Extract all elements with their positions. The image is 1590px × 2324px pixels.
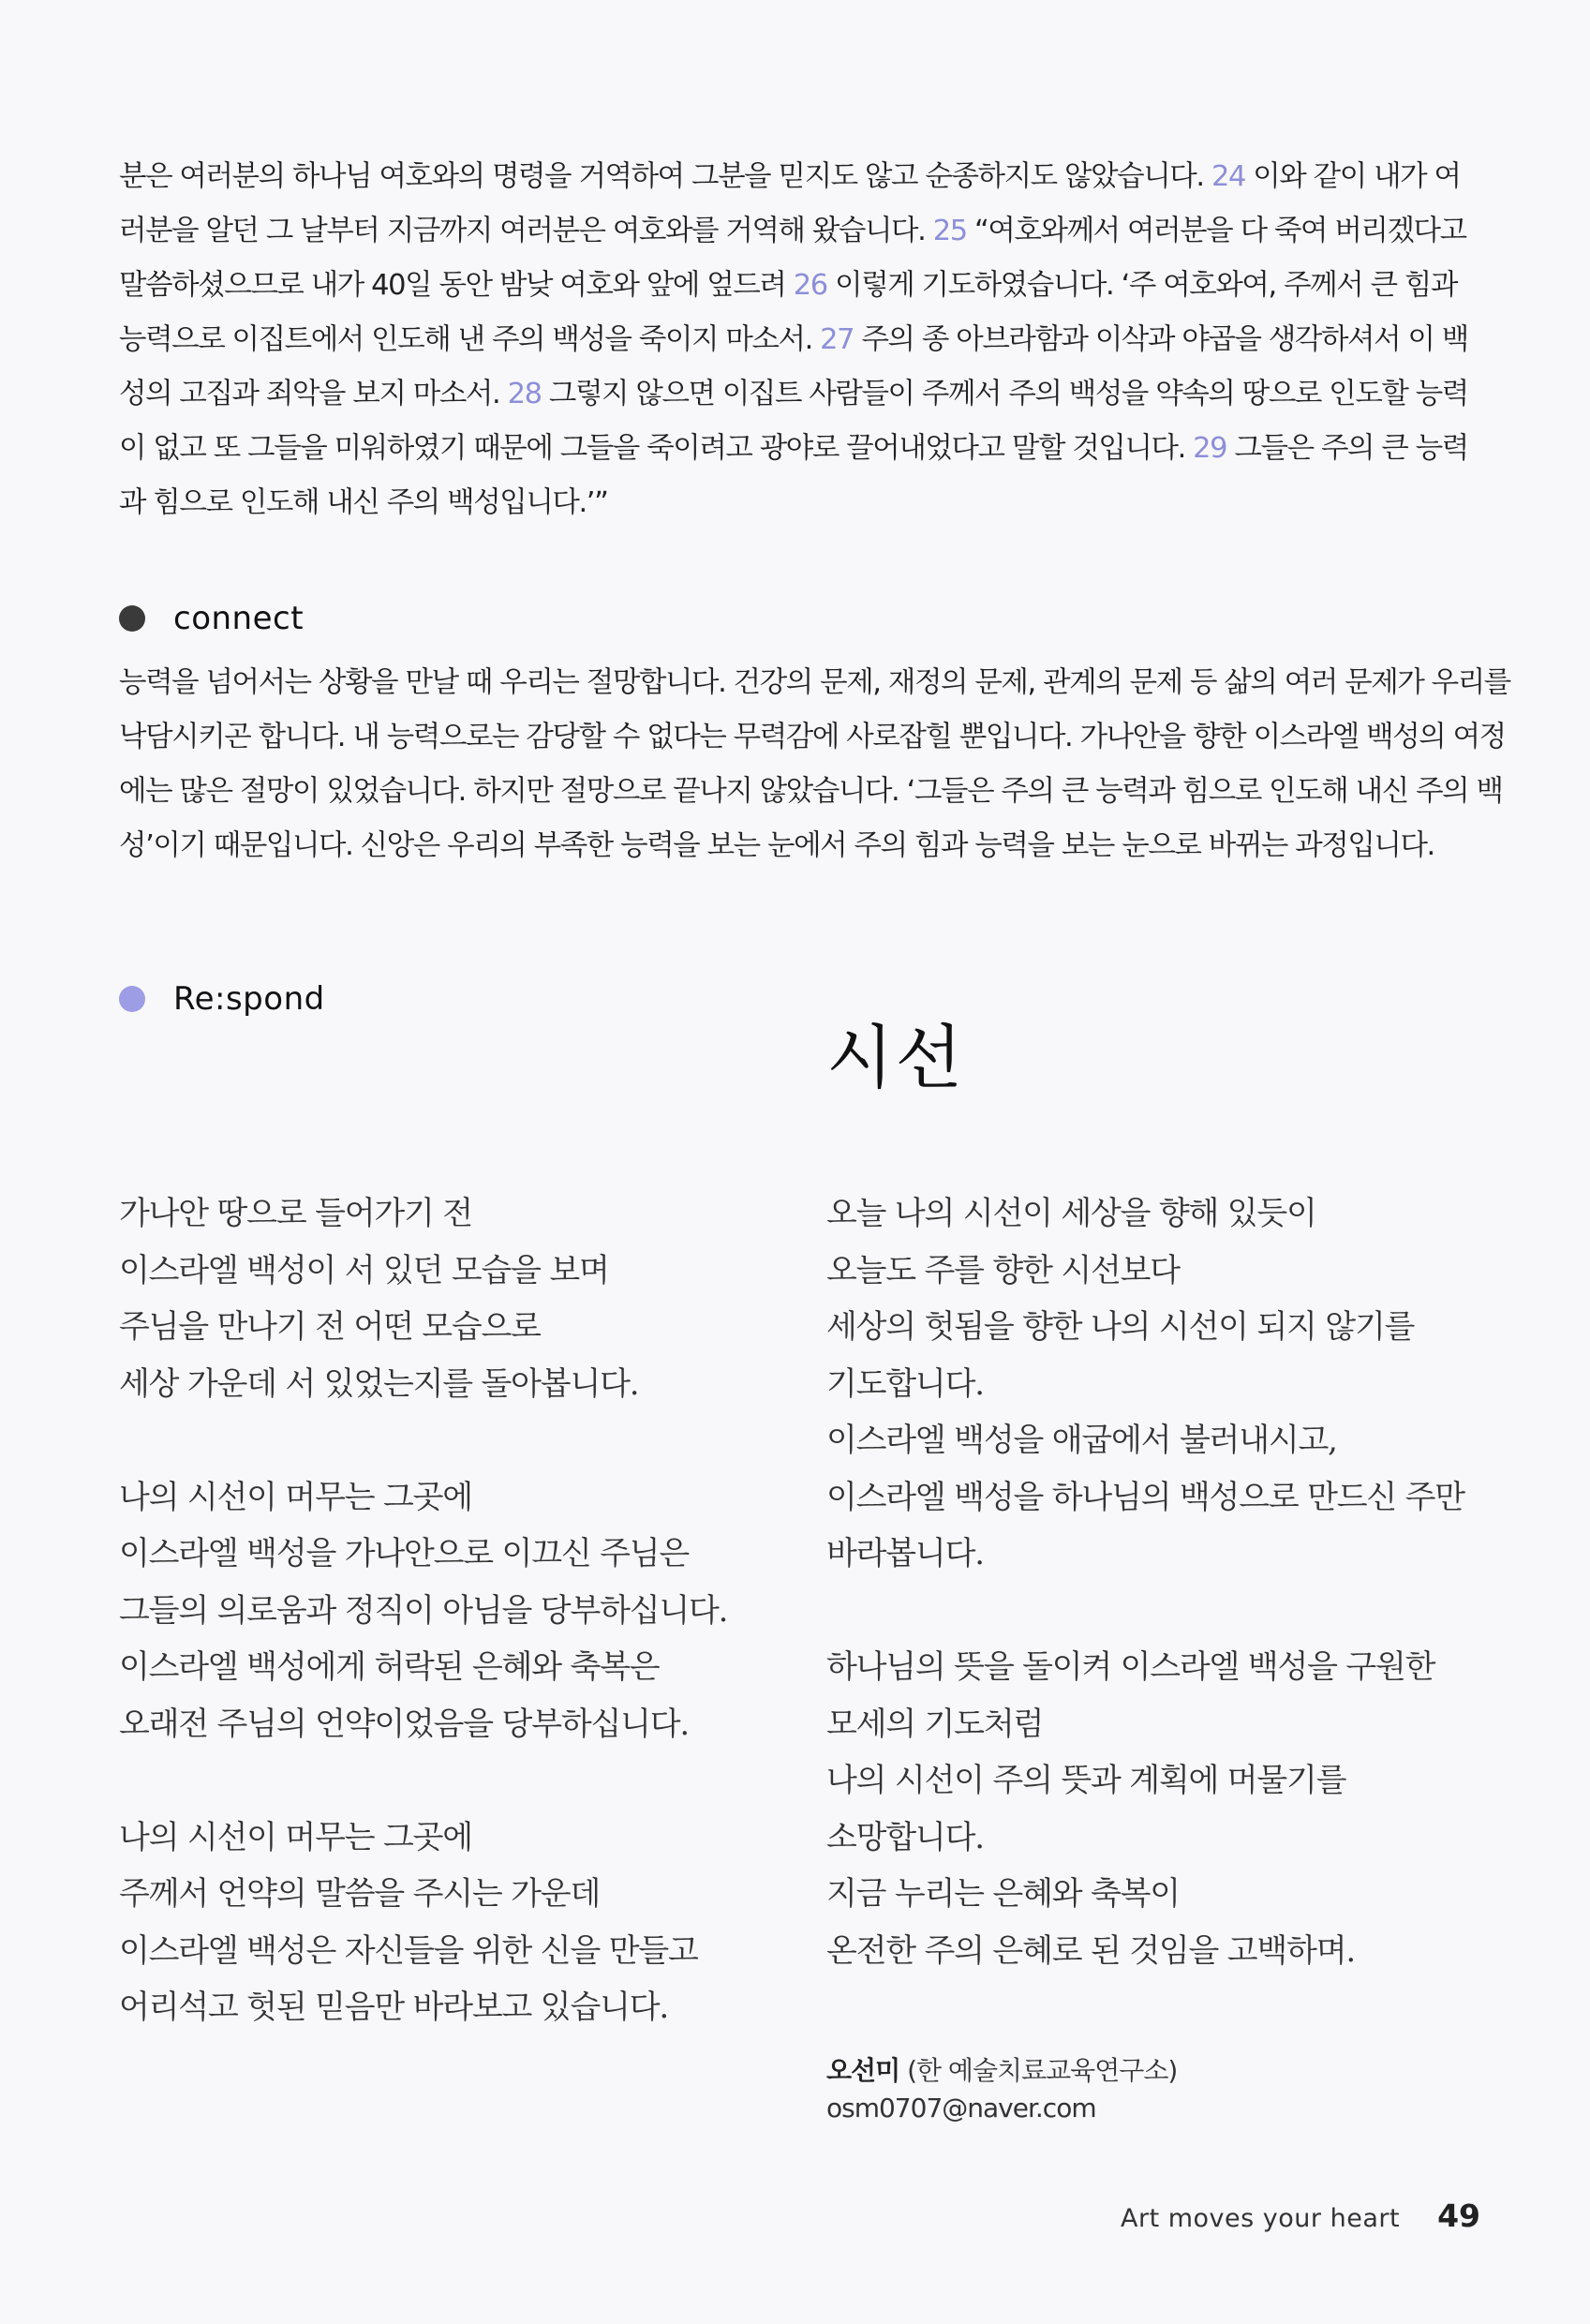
scripture-line — [119, 422, 1479, 476]
connect-heading-label: connect — [173, 600, 305, 637]
poem-title: 시선 — [826, 1018, 964, 1098]
poem-line: 오늘 나의 시선이 세상을 향해 있듯이 — [826, 1195, 1316, 1232]
poem-line: 이스라엘 백성을 가나안으로 이끄신 주님은 — [119, 1535, 690, 1572]
poem-line: 이스라엘 백성은 자신들을 위한 신을 만들고 — [119, 1931, 698, 1970]
connect-section-heading — [119, 600, 304, 637]
author-email: osm0707@naver.com — [826, 2093, 1096, 2123]
scripture-text: 러분을 알던 그 날부터 지금까지 여러분은 여호와를 거역해 왔습니다. — [119, 215, 933, 247]
poem-line: 가나안 땅으로 들어가기 전 — [119, 1195, 472, 1232]
author-line — [826, 2052, 1177, 2090]
scripture-text: 주의 종 아브라함과 이삭과 야곱을 생각하셔서 이 백 — [854, 323, 1468, 356]
poem-line: 온전한 주의 은혜로 된 것임을 고백하며. — [826, 1931, 1355, 1970]
stanza-break — [826, 1583, 1464, 1640]
author-affiliation: (한 예술치료교육연구소) — [907, 2055, 1178, 2086]
scripture-text: 성의 고집과 죄악을 보지 마소서. — [119, 378, 508, 410]
poem-line: 기도합니다. — [826, 1364, 984, 1403]
scripture-text: 이 없고 또 그들을 미워하였기 때문에 그들을 죽이려고 광야로 끌어내었다고 말할 것입니다. — [119, 432, 1194, 465]
scripture-line — [119, 259, 1479, 313]
scripture-text: 그들은 주의 큰 능력 — [1226, 432, 1468, 465]
respond-section-heading — [119, 980, 325, 1018]
poem-line: 세상 가운데 서 있었는지를 돌아봅니다. — [119, 1364, 639, 1403]
poem-line: 모세의 기도처럼 — [826, 1705, 1044, 1743]
scripture-text: “여호와께서 여러분을 다 죽여 버리겠다고 — [966, 215, 1466, 247]
connect-bullet-icon — [119, 605, 145, 632]
author-name: 오선미 — [826, 2055, 900, 2086]
verse-number: 28 — [507, 378, 542, 410]
poem-left-column — [119, 1185, 727, 2036]
poem-line: 소망합니다. — [826, 1818, 984, 1856]
scripture-text: 분은 여러분의 하나님 여호와의 명령을 거역하여 그분을 믿지도 않고 순종하지도 않았습니다. — [119, 160, 1211, 193]
respond-bullet-icon — [119, 986, 145, 1012]
stanza-break — [119, 1412, 727, 1469]
stanza-break — [119, 1752, 727, 1810]
poem-line: 오늘도 주를 향한 시선보다 — [826, 1251, 1180, 1289]
poem-line: 이스라엘 백성에게 허락된 은혜와 축복은 — [119, 1648, 660, 1686]
page-number: 49 — [1437, 2197, 1480, 2234]
scripture-text: 말씀하셨으므로 내가 40일 동안 밤낮 여호와 앞에 엎드려 — [119, 269, 794, 302]
scripture-line — [119, 150, 1479, 204]
connect-body — [119, 656, 1510, 873]
connect-line: 에는 많은 절망이 있었습니다. 하지만 절망으로 끝나지 않았습니다. ‘그들은 주의 큰 능력과 힘으로 인도해 내신 주의 백 — [119, 775, 1503, 808]
scripture-line — [119, 367, 1479, 422]
poem-line: 그들의 의로움과 정직이 아님을 당부하십니다. — [119, 1591, 728, 1630]
scripture-line — [119, 313, 1479, 367]
scripture-text: 이와 같이 내가 여 — [1244, 160, 1461, 193]
poem-line: 지금 누리는 은혜와 축복이 — [826, 1875, 1180, 1913]
scripture-line — [119, 476, 1479, 530]
footer-tagline: Art moves your heart — [1121, 2204, 1401, 2233]
poem-line: 어리석고 헛된 믿음만 바라보고 있습니다. — [119, 1989, 668, 2026]
page-footer — [1121, 2197, 1480, 2234]
poem-line: 바라봅니다. — [826, 1535, 984, 1572]
poem-line: 오래전 주님의 언약이었음을 당부하십니다. — [119, 1705, 690, 1743]
verse-number: 27 — [820, 323, 854, 356]
connect-line: 능력을 넘어서는 상황을 만날 때 우리는 절망합니다. 건강의 문제, 재정의 문제, 관계의 문제 등 삶의 여러 문제가 우리를 — [119, 666, 1510, 699]
scripture-text: 그렇지 않으면 이집트 사람들이 주께서 주의 백성을 약속의 땅으로 인도할 능력 — [541, 378, 1468, 410]
connect-line: 성’이기 때문입니다. 신앙은 우리의 부족한 능력을 보는 눈에서 주의 힘과 능력을 보는 눈으로 바뀌는 과정입니다. — [119, 829, 1434, 862]
poem-line: 이스라엘 백성이 서 있던 모습을 보며 — [119, 1251, 609, 1289]
poem-line: 하나님의 뜻을 돌이켜 이스라엘 백성을 구원한 — [826, 1648, 1435, 1686]
connect-line: 낙담시키곤 합니다. 내 능력으로는 감당할 수 없다는 무력감에 사로잡힐 뿐입니다. 가나안을 향한 이스라엘 백성의 여정 — [119, 721, 1506, 753]
poem-right-column — [826, 1185, 1464, 1979]
poem-line: 이스라엘 백성을 애굽에서 불러내시고, — [826, 1422, 1337, 1459]
scripture-passage — [119, 150, 1479, 530]
scripture-text: 이렇게 기도하였습니다. ‘주 여호와여, 주께서 큰 힘과 — [826, 269, 1458, 302]
scripture-line — [119, 204, 1479, 259]
verse-number: 24 — [1211, 160, 1245, 193]
poem-line: 주님을 만나기 전 어떤 모습으로 — [119, 1308, 541, 1346]
poem-line: 세상의 헛됨을 향한 나의 시선이 되지 않기를 — [826, 1308, 1415, 1346]
verse-number: 26 — [793, 269, 827, 302]
poem-line: 이스라엘 백성을 하나님의 백성으로 만드신 주만 — [826, 1478, 1464, 1516]
author-block — [826, 2052, 1177, 2127]
poem-line: 나의 시선이 주의 뜻과 계획에 머물기를 — [826, 1762, 1346, 1799]
poem-line: 주께서 언약의 말씀을 주시는 가운데 — [119, 1875, 601, 1913]
verse-number: 25 — [932, 215, 967, 247]
poem-line: 나의 시선이 머무는 그곳에 — [119, 1478, 472, 1516]
scripture-text: 능력으로 이집트에서 인도해 낸 주의 백성을 죽이지 마소서. — [119, 323, 821, 356]
scripture-text: 과 힘으로 인도해 내신 주의 백성입니다.’” — [119, 486, 608, 519]
respond-heading-label: Re:spond — [173, 980, 325, 1018]
verse-number: 29 — [1193, 432, 1227, 465]
poem-line: 나의 시선이 머무는 그곳에 — [119, 1818, 472, 1856]
